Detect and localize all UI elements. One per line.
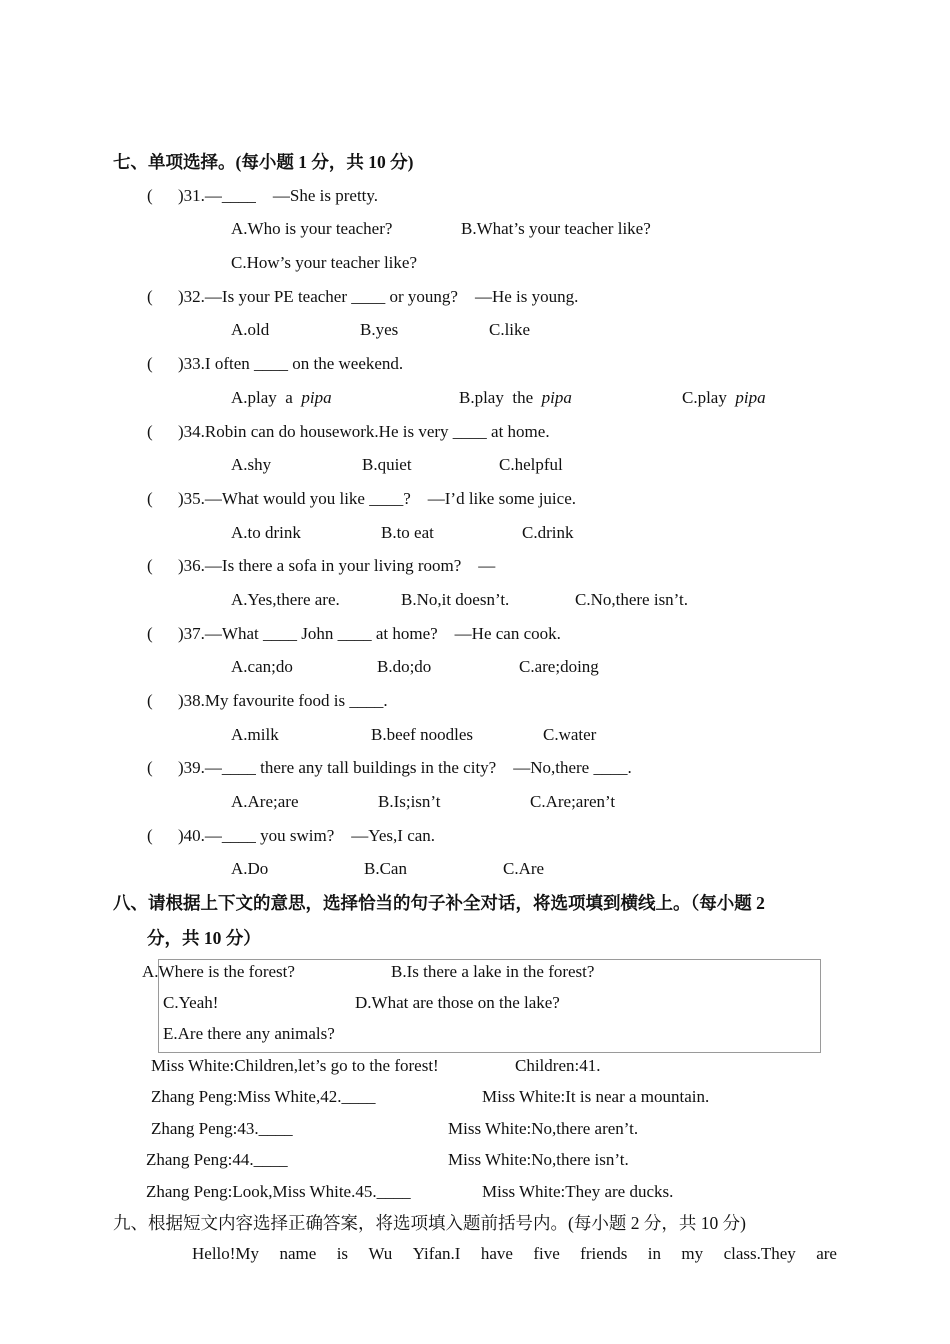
word: name <box>279 1244 317 1263</box>
word: friends <box>580 1244 628 1263</box>
option-box-b: B.Is there a lake in the forest? <box>391 962 595 981</box>
option-a: A.milk <box>231 725 279 744</box>
question-stem: )34.Robin can do housework.He is very ____ at home. <box>178 422 550 441</box>
option-b: B.What’s your teacher like? <box>461 219 651 238</box>
option-c: C.drink <box>522 523 574 542</box>
option-c: C.No,there isn’t. <box>575 590 689 609</box>
option-b: B.do;do <box>377 657 432 676</box>
option-c: C.water <box>543 725 597 744</box>
answer-paren: ( <box>147 186 153 205</box>
option-a: A.shy <box>231 455 272 474</box>
question-stem: )32.—Is your PE teacher ____ or young? —He is young. <box>178 287 579 306</box>
option-c: C.like <box>489 320 531 339</box>
option-box-c: C.Yeah! <box>163 993 219 1012</box>
word: my <box>681 1244 704 1263</box>
dialogue-line-right: Miss White:No,there aren’t. <box>448 1119 639 1138</box>
option-b: B.play the pipa <box>459 388 572 407</box>
section-8-heading-cont: 分，共 10 分） <box>147 928 261 948</box>
option-a: A.play a pipa <box>231 388 332 407</box>
dialogue-line-right: Miss White:It is near a mountain. <box>482 1087 710 1106</box>
section-9-heading: 九、根据短文内容选择正确答案，将选项填入题前括号内。(每小题 2 分，共 10 分) <box>113 1213 746 1233</box>
option-a: A.can;do <box>231 657 293 676</box>
dialogue-line-left: Zhang Peng:Look,Miss White.45.____ <box>146 1182 411 1201</box>
option-a: A.Do <box>231 859 269 878</box>
question-stem: )36.—Is there a sofa in your living room? — <box>178 556 496 575</box>
section-7-heading: 七、单项选择。(每小题 1 分，共 10 分) <box>113 152 414 172</box>
word: in <box>647 1244 662 1263</box>
dialogue-line-right: Miss White:No,there isn’t. <box>448 1150 629 1169</box>
option-c: C.are;doing <box>519 657 599 676</box>
option-a: A.Are;are <box>231 792 299 811</box>
dialogue-line-right: Children:41. <box>515 1056 601 1075</box>
answer-paren: ( <box>147 624 153 643</box>
reading-paragraph <box>192 1243 837 1265</box>
question-stem: )37.—What ____ John ____ at home? —He can cook. <box>178 624 561 643</box>
word: are <box>816 1244 837 1263</box>
word: class.They <box>723 1244 796 1263</box>
dialogue-line-left: Zhang Peng:Miss White,42.____ <box>151 1087 376 1106</box>
section-8-heading: 八、请根据上下文的意思，选择恰当的句子补全对话，将选项填到横线上。（每小题 2 <box>113 893 765 913</box>
question-stem: )39.—____ there any tall buildings in the city? —No,there ____. <box>178 758 632 777</box>
option-b: B.yes <box>360 320 399 339</box>
question-stem: )33.I often ____ on the weekend. <box>178 354 404 373</box>
word: is <box>336 1244 349 1263</box>
question-stem: )40.—____ you swim? —Yes,I can. <box>178 826 436 845</box>
question-stem: )38.My favourite food is ____. <box>178 691 388 710</box>
option-box-d: D.What are those on the lake? <box>355 993 560 1012</box>
option-c: C.play pipa <box>682 388 766 407</box>
answer-paren: ( <box>147 422 153 441</box>
option-b: B.beef noodles <box>371 725 473 744</box>
option-b: B.quiet <box>362 455 412 474</box>
option-c: C.Are <box>503 859 545 878</box>
answer-paren: ( <box>147 691 153 710</box>
dialogue-line-left: Zhang Peng:44.____ <box>146 1150 288 1169</box>
word: Wu <box>368 1244 393 1263</box>
dialogue-line-left: Miss White:Children,let’s go to the forest! <box>151 1056 439 1075</box>
option-a: A.Who is your teacher? <box>231 219 393 238</box>
answer-paren: ( <box>147 556 153 575</box>
answer-paren: ( <box>147 287 153 306</box>
option-c: C.How’s your teacher like? <box>231 253 417 272</box>
option-a: A.old <box>231 320 270 339</box>
option-box-e: E.Are there any animals? <box>163 1024 335 1043</box>
word: have <box>480 1244 513 1263</box>
question-stem: )35.—What would you like ____? —I’d like some juice. <box>178 489 576 508</box>
option-a: A.Yes,there are. <box>231 590 340 609</box>
dialogue-line-left: Zhang Peng:43.____ <box>151 1119 293 1138</box>
word: Yifan.I <box>412 1244 461 1263</box>
word: five <box>533 1244 560 1263</box>
option-b: B.No,it doesn’t. <box>401 590 510 609</box>
option-a: A.to drink <box>231 523 301 542</box>
option-box-a: A.Where is the forest? <box>142 962 295 981</box>
answer-paren: ( <box>147 758 153 777</box>
answer-paren: ( <box>147 489 153 508</box>
dialogue-line-right: Miss White:They are ducks. <box>482 1182 674 1201</box>
answer-paren: ( <box>147 826 153 845</box>
option-b: B.to eat <box>381 523 434 542</box>
option-b: B.Can <box>364 859 407 878</box>
answer-paren: ( <box>147 354 153 373</box>
question-stem: )31.—____ —She is pretty. <box>178 186 379 205</box>
option-b: B.Is;isn’t <box>378 792 441 811</box>
word: Hello!My <box>192 1244 260 1263</box>
option-c: C.helpful <box>499 455 563 474</box>
option-c: C.Are;aren’t <box>530 792 616 811</box>
